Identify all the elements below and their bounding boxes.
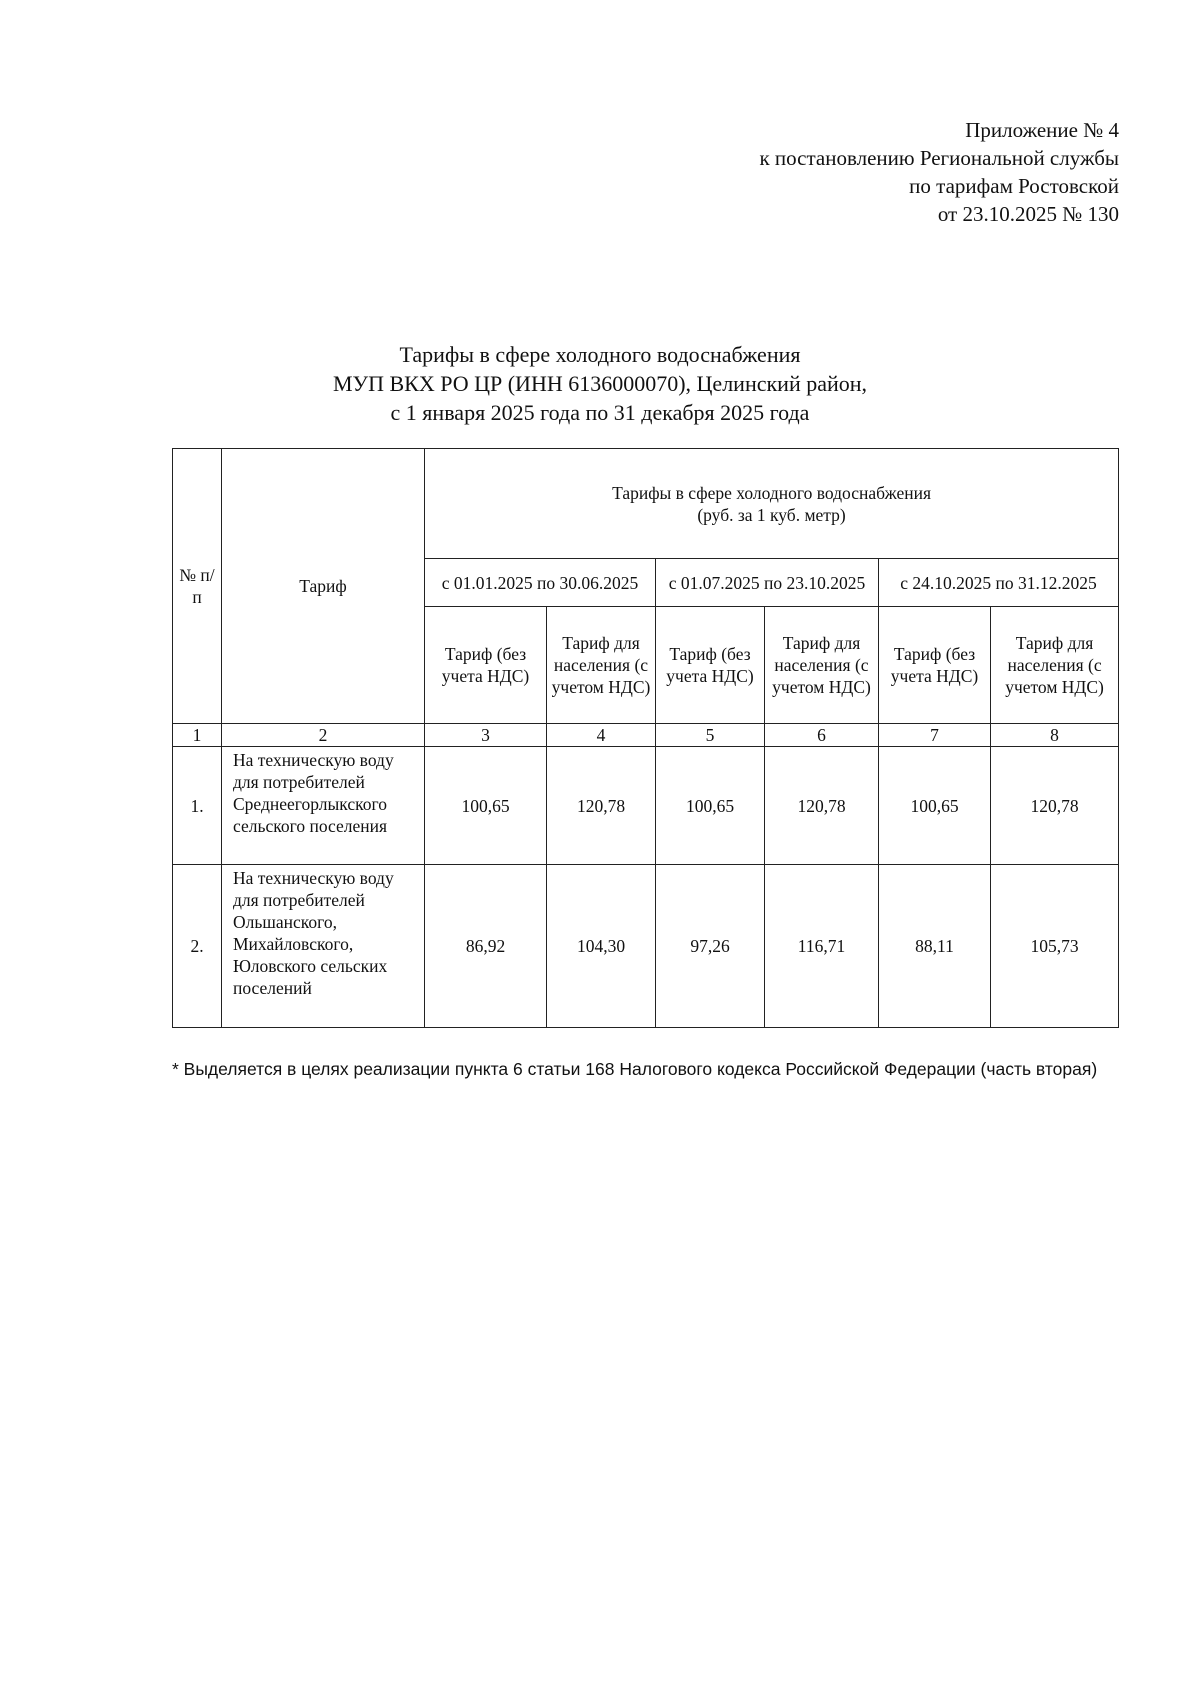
column-number: 4 — [547, 724, 656, 747]
row-value: 100,65 — [425, 747, 547, 865]
row-value: 104,30 — [547, 865, 656, 1028]
subheader-cell: Тариф для населения (с учетом НДС) — [765, 607, 879, 724]
column-number: 8 — [991, 724, 1119, 747]
header-period-1: с 01.01.2025 по 30.06.2025 — [425, 559, 656, 607]
row-number: 1. — [173, 747, 222, 865]
appendix-block — [759, 116, 1119, 228]
document-title — [0, 340, 1200, 427]
row-value: 86,92 — [425, 865, 547, 1028]
column-number: 7 — [879, 724, 991, 747]
column-number: 1 — [173, 724, 222, 747]
title-line-3: с 1 января 2025 года по 31 декабря 2025 года — [390, 400, 810, 425]
title-line-2: МУП ВКХ РО ЦР (ИНН 6136000070), Целинский район, — [332, 371, 868, 396]
column-number: 2 — [222, 724, 425, 747]
appendix-line-2: к постановлению Региональной службы — [759, 146, 1119, 170]
subheader-cell: Тариф для населения (с учетом НДС) — [991, 607, 1119, 724]
row-value: 120,78 — [991, 747, 1119, 865]
row-value: 100,65 — [656, 747, 765, 865]
header-period-3: с 24.10.2025 по 31.12.2025 — [879, 559, 1119, 607]
header-tariff: Тариф — [222, 449, 425, 724]
header-group — [425, 449, 1119, 559]
row-tariff-name: На техническую воду для потребителей Среднеегорлыкского сельского поселения — [222, 747, 425, 865]
header-period-2: с 01.07.2025 по 23.10.2025 — [656, 559, 879, 607]
tariffs-table — [172, 448, 1119, 1028]
row-value: 105,73 — [991, 865, 1119, 1028]
column-number: 5 — [656, 724, 765, 747]
row-number: 2. — [173, 865, 222, 1028]
subheader-cell: Тариф (без учета НДС) — [656, 607, 765, 724]
row-value: 120,78 — [765, 747, 879, 865]
subheader-cell: Тариф (без учета НДС) — [425, 607, 547, 724]
title-line-1: Тарифы в сфере холодного водоснабжения — [399, 342, 801, 367]
row-value: 116,71 — [765, 865, 879, 1028]
subheader-cell: Тариф для населения (с учетом НДС) — [547, 607, 656, 724]
footnote: * Выделяется в целях реализации пункта 6 статьи 168 Налогового кодекса Российской Федерации (часть вторая) — [172, 1059, 1098, 1079]
subheader-cell: Тариф (без учета НДС) — [879, 607, 991, 724]
row-tariff-name: На техническую воду для потребителей Ольшанского, Михайловского, Юловского сельских поселений — [222, 865, 425, 1028]
row-value: 88,11 — [879, 865, 991, 1028]
row-value: 97,26 — [656, 865, 765, 1028]
appendix-line-1: Приложение № 4 — [965, 118, 1119, 142]
appendix-line-3: по тарифам Ростовской — [909, 174, 1119, 198]
header-number: № п/п — [173, 449, 222, 724]
row-value: 120,78 — [547, 747, 656, 865]
appendix-line-4: от 23.10.2025 № 130 — [937, 202, 1119, 226]
header-group-title: Тарифы в сфере холодного водоснабжения — [612, 482, 932, 503]
row-value: 100,65 — [879, 747, 991, 865]
column-number: 6 — [765, 724, 879, 747]
header-group-unit: (руб. за 1 куб. метр) — [697, 504, 846, 525]
column-number: 3 — [425, 724, 547, 747]
table-row — [173, 865, 1119, 1028]
table-row — [173, 747, 1119, 865]
